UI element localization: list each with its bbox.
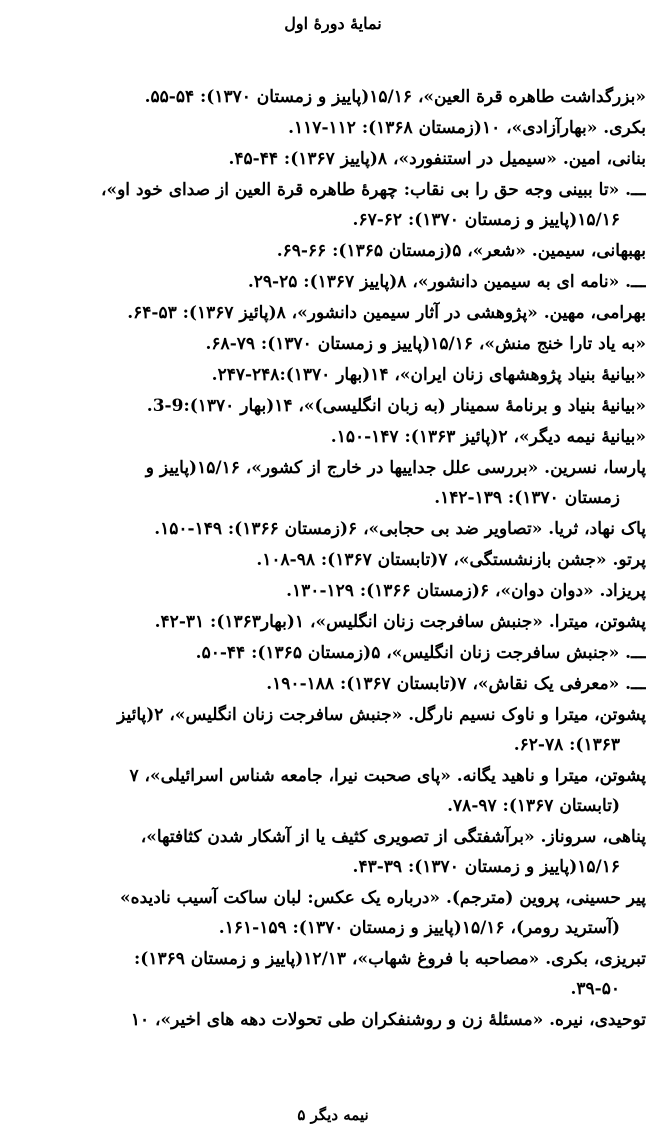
entry-line: توحیدی، نیره. «مسئلهٔ زن و روشنفکران طی تحولات دهه های اخیر»، ۱۰: [130, 1010, 646, 1030]
entry-line: ۱۳۶۳): ۶۲-۷۸.: [513, 735, 620, 755]
bibliography-entry: [66, 298, 646, 328]
bibliography-entry: [66, 822, 646, 882]
bibliography-entry: [66, 236, 646, 266]
bibliography-entry: [66, 144, 646, 174]
entry-line: «بزرگداشت طاهره قرة العین»، ۱۵/۱۶(پاییز و زمستان ۱۳۷۰): ۵۴-۵۵.: [144, 87, 646, 107]
entry-line: پشوتن، میترا. «جنبش سافرجت زنان انگلیس»، ۱(بهار۱۳۶۳): ۳۱-۴۲.: [154, 612, 646, 632]
entry-line: «بیانیهٔ نیمه دیگر»، ۲(پائیز ۱۳۶۳): ۱۴۷-۱۵۰.: [330, 427, 646, 447]
bibliography-entry: [66, 576, 646, 606]
entry-line: پاک نهاد، ثریا. «تصاویر ضد بی حجابی»، ۶(زمستان ۱۳۶۶): ۱۴۹-۱۵۰.: [154, 519, 646, 539]
bibliography-entry: [66, 545, 646, 575]
entry-line: زمستان ۱۳۷۰): ۱۳۹-۱۴۲.: [434, 488, 620, 508]
entry-line: بهرامی، مهین. «پژوهشی در آثار سیمین دانشور»، ۸(پائیز ۱۳۶۷): ۵۳-۶۴.: [127, 303, 646, 323]
entry-line: ۳۹-۵۰.: [570, 979, 620, 999]
entry-line: پریزاد. «دوان دوان»، ۶(زمستان ۱۳۶۶): ۱۲۹-۱۳۰.: [286, 581, 646, 601]
entry-line: بکری. «بهارآزادی»، ۱۰(زمستان ۱۳۶۸): ۱۱۲-۱۱۷.: [288, 118, 646, 138]
bibliography-entry: [66, 360, 646, 390]
entry-line: ۱۵/۱۶(پاییز و زمستان ۱۳۷۰): ۶۲-۶۷.: [352, 210, 620, 230]
page-footer: نیمه دیگر ۵: [297, 1106, 369, 1124]
bibliography-entry: [66, 175, 646, 235]
entry-line: پارسا، نسرین. «بررسی علل جداییها در خارج از کشور»، ۱۵/۱۶(پاییز و: [145, 458, 646, 478]
entry-line: «به یاد تارا خنج منش»، ۱۵/۱۶(پاییز و زمستان ۱۳۷۰): ۷۹-۶۸.: [205, 334, 646, 354]
entry-line: تبریزی، بکری. «مصاحبه با فروغ شهاب»، ۱۲/۱۳(پاییز و زمستان ۱۳۶۹):: [134, 949, 646, 969]
bibliography-entry: [66, 638, 646, 668]
bibliography-entry: [66, 391, 646, 421]
bibliography-entry: [66, 761, 646, 821]
bibliography-entry: [66, 1005, 646, 1035]
entry-line: بنانی، امین. «سیمیل در استنفورد»، ۸(پاییز ۱۳۶۷): ۴۴-۴۵.: [228, 149, 646, 169]
entry-line: (تابستان ۱۳۶۷): ۹۷-۷۸.: [447, 796, 620, 816]
bibliography-entry: [66, 700, 646, 760]
bibliography-entry: [66, 944, 646, 1004]
bibliography-entry: [66, 669, 646, 699]
bibliography-entry: [66, 82, 646, 112]
entry-line: پشوتن، میترا و ناهید یگانه. «پای صحبت نیرا، جامعه شناس اسرائیلی»، ۷: [129, 766, 646, 786]
entry-line: (آسترید رومر)، ۱۵/۱۶(پاییز و زمستان ۱۳۷۰): ۱۵۹-۱۶۱.: [218, 918, 620, 938]
bibliography-entry: [66, 883, 646, 943]
entry-line: بهبهانی، سیمین. «شعر»، ۵(زمستان ۱۳۶۵): ۶۶-۶۹.: [276, 241, 646, 261]
entry-line: ۱۵/۱۶(پاییز و زمستان ۱۳۷۰): ۳۹-۴۳.: [352, 857, 620, 877]
entry-line: ـــ. «تا ببینی وجه حق را بی نقاب: چهرهٔ طاهره قرة العین از صدای خود او»،: [100, 180, 646, 200]
entry-line: پیر حسینی، پروین (مترجم). «درباره یک عکس: لبان ساکت آسیب نادیده»: [120, 888, 646, 908]
bibliography-entry: [66, 329, 646, 359]
entry-line: «بیانیهٔ بنیاد پژوهشهای زنان ایران»، ۱۴(بهار ۱۳۷۰):۲۴۸-۲۴۷.: [211, 365, 646, 385]
entry-line: ـــ. «جنبش سافرجت زنان انگلیس»، ۵(زمستان ۱۳۶۵): ۴۴-۵۰.: [195, 643, 646, 663]
bibliography-entry: [66, 267, 646, 297]
bibliography-list: [66, 82, 646, 1036]
entry-line: ـــ. «معرفی یک نقاش»، ۷(تابستان ۱۳۶۷): ۱۸۸-۱۹۰.: [266, 674, 646, 694]
entry-line: پناهی، سروناز. «برآشفتگی از تصویری کثیف یا از آشکار شدن کثافتها»،: [140, 827, 646, 847]
bibliography-entry: [66, 453, 646, 513]
bibliography-entry: [66, 113, 646, 143]
bibliography-entry: [66, 607, 646, 637]
entry-line: پرتو. «جشن بازنشستگی»، ۷(تابستان ۱۳۶۷): ۹۸-۱۰۸.: [256, 550, 646, 570]
entry-line: پشوتن، میترا و ناوک نسیم نارگل. «جنبش سافرجت زنان انگلیس»، ۲(پائیز: [117, 705, 646, 725]
entry-line: ـــ. «نامه ای به سیمین دانشور»، ۸(پاییز ۱۳۶۷): ۲۵-۲۹.: [247, 272, 646, 292]
bibliography-entry: [66, 422, 646, 452]
entry-line: «بیانیهٔ بنیاد و برنامهٔ سمینار (به زبان انگلیسی)»، ۱۴(بهار ۱۳۷۰):9-3.: [146, 396, 646, 416]
bibliography-entry: [66, 514, 646, 544]
page-header: نمایهٔ دورهٔ اول: [284, 14, 382, 33]
